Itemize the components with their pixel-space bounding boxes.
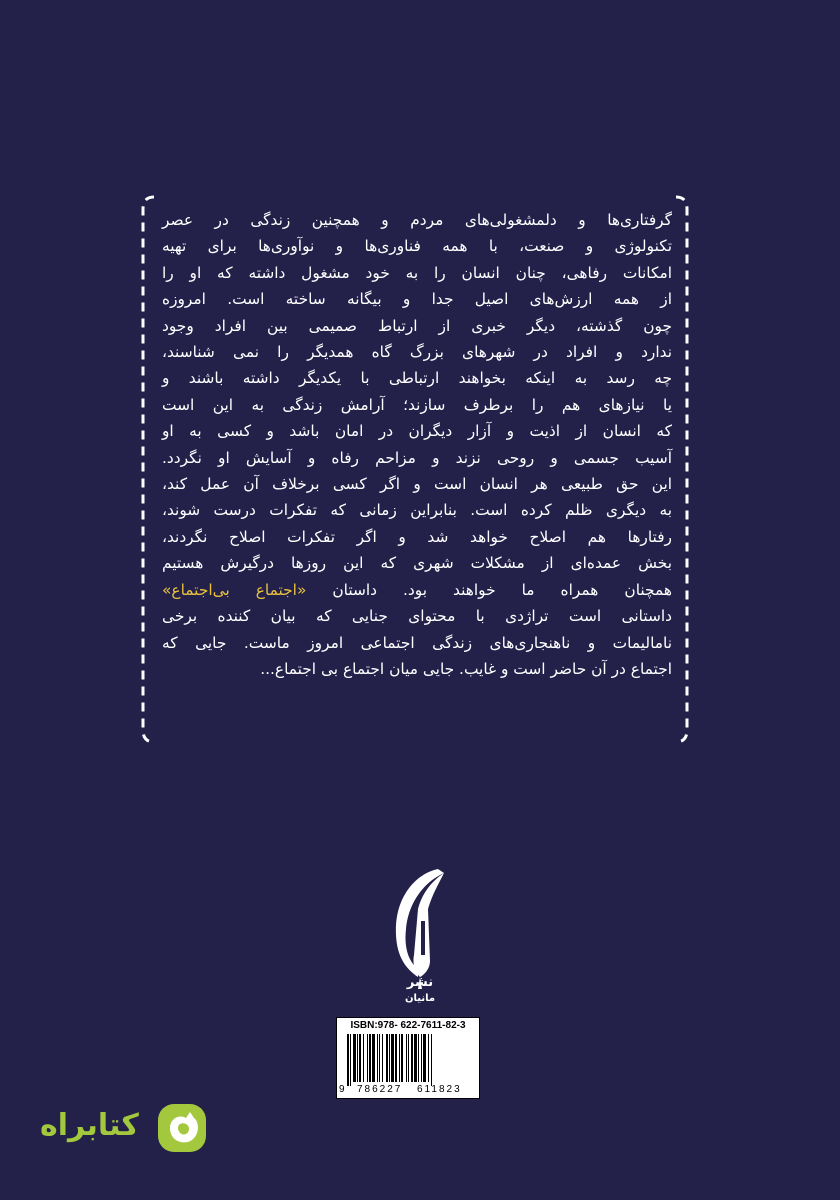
blurb-line: رفتارها هم اصلاح خواهد شد و اگر تفکرات اصلاح نگردند،: [162, 527, 672, 546]
isbn-barcode: [336, 1017, 480, 1099]
publisher-label: نشر: [406, 975, 434, 990]
back-cover-blurb: [162, 207, 672, 682]
blurb-line: ندارد و افراد در شهرهای بزرگ گاه همدیگر را نمی شناسند،: [162, 343, 672, 362]
blurb-line: چون گذشته، دیگر خبری از ارتباط صمیمی بین افراد وجود: [162, 316, 672, 335]
isbn-number: ISBN:978- 622-7611-82-3: [350, 1020, 466, 1031]
blurb-line: تکنولوژی و صنعت، با همه فناوری‌ها و نوآوری‌ها برای تهیه: [162, 237, 672, 256]
blurb-line: که انسان از اذیت و آزار دیگران در امان باشد و کسی به او: [162, 422, 672, 441]
blurb-line: از همه ارزش‌های اصیل جدا و بیگانه ساخته است. امروزه: [162, 290, 672, 309]
book-title-highlight: «اجتماع بی‌اجتماع»: [162, 580, 307, 599]
blurb-line: امکانات رفاهی، چنان انسان را به خود مشغول داشته که او را: [162, 263, 672, 282]
blurb-line: یا نیازهای هم را برطرف سازند؛ آرامش زندگی به این است: [162, 395, 672, 414]
blurb-line: چه رسد به اینکه بخواهند ارتباطی با یکدیگر داشته باشند و: [162, 369, 672, 388]
blurb-line: آسیب جسمی و روحی نزند و مزاحم رفاه و آسایش او نگردد.: [162, 448, 672, 467]
watermark-text: کتابراه: [40, 1108, 139, 1143]
barcode-digit-first: 9: [339, 1084, 345, 1095]
barcode-digits-left: 786227: [357, 1084, 403, 1095]
blurb-line: این حق طبیعی هر انسان است و اگر کسی برخلاف آن عمل کند،: [162, 475, 672, 494]
blurb-line: به دیگری ظلم کرده است. بنابراین زمانی که تفکرات درست شوند،: [162, 501, 672, 520]
barcode-bars: [343, 1034, 473, 1086]
blurb-line: گرفتاری‌ها و دلمشغولی‌های مردم و همچنین زندگی در عصر: [162, 211, 672, 229]
blurb-text: همچنان همراه ما خواهند بود. داستان: [306, 580, 672, 599]
blurb-line: [162, 577, 672, 603]
blurb-line: بخش عمده‌ای از مشکلات شهری که این روزها درگیرش هستیم: [162, 554, 672, 573]
blurb-line: نامالیمات و ناهنجاری‌های زندگی اجتماعی امروز ماست. جایی که: [162, 633, 672, 652]
blurb-line: اجتماع در آن حاضر است و غایب. جایی میان اجتماع بی اجتماع...: [260, 659, 672, 678]
blurb-line: داستانی است تراژدی با محتوای جنایی که بیان کننده برخی: [162, 607, 672, 626]
publisher-name: مانیان: [404, 993, 436, 1004]
barcode-digits-right: 611823: [417, 1084, 462, 1095]
